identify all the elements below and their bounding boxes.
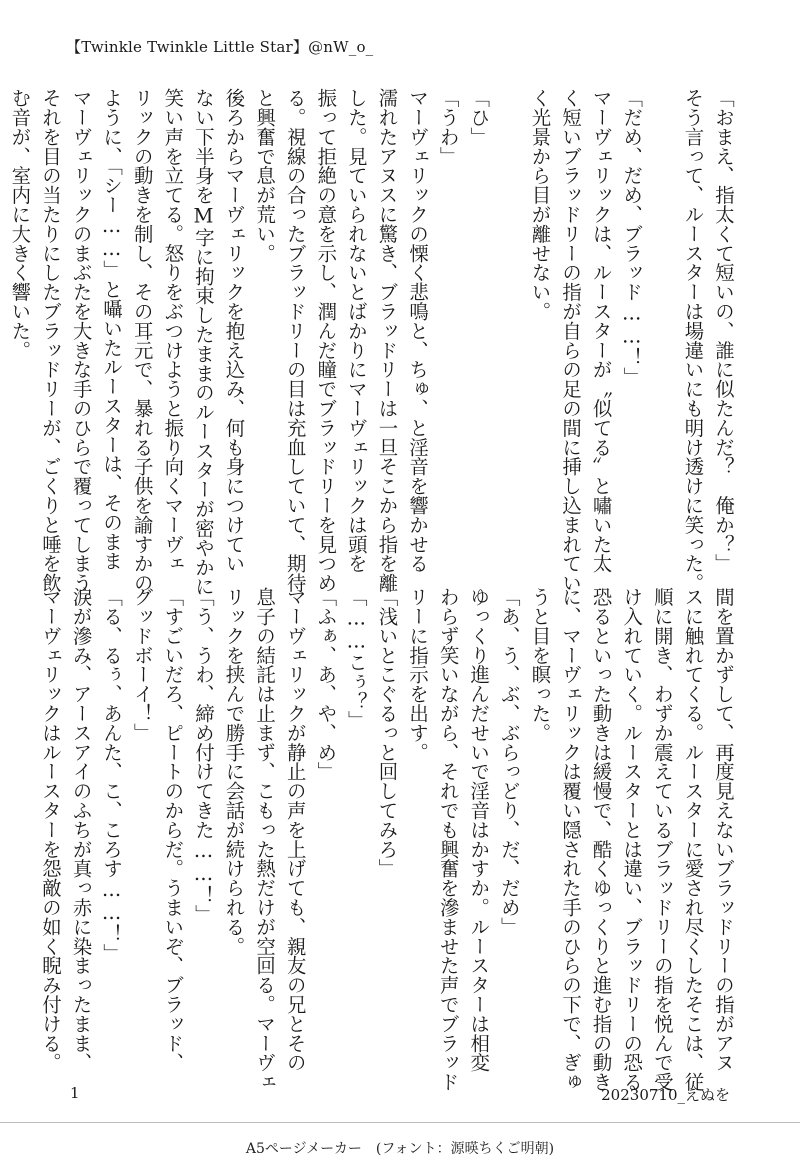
- text-line: 振って拒絶の意を示し、潤んだ瞳でブラッドリーを見つめ: [314, 88, 338, 593]
- text-line: うと目を瞑った。: [528, 587, 552, 743]
- text-line: 「……こぅ？」: [344, 587, 368, 730]
- text-line: 間を置かずして、再度見えないブラッドリーの指がアヌ: [712, 587, 735, 1072]
- text-line: 順に開き、わずか震えているブラッドリーの指を悦んで受: [650, 587, 674, 1092]
- text-line: リックを挟んで勝手に会話が続けられる。: [222, 587, 246, 956]
- text-line: マーヴェリックの慄く悲鳴と、ちゅ、と淫音を響かせる: [406, 88, 430, 573]
- text-block-upper: [8, 88, 738, 612]
- text-line: ゆっくり進んだせいで淫音はかすか。ルースターは相変: [467, 587, 491, 1072]
- text-line: 「ひ」: [467, 88, 491, 147]
- text-line: 「だめ、だめ、ブラッド……！」: [620, 88, 644, 387]
- text-line: グッドボーイ！」: [130, 587, 154, 743]
- text-line: 恐るといった動きは緩慢で、酷くゆっくりと進む指の動き: [589, 587, 613, 1092]
- text-line: 「ふぁ、あ、や、め」: [314, 587, 338, 781]
- text-line: マーヴェリックはルースターを怨敵の如く睨み付ける。: [38, 587, 62, 1072]
- text-line: [646, 88, 677, 550]
- text-line: わらず笑いながら、それでも興奮を滲ませた声でブラッド: [436, 587, 460, 1092]
- text-block-lower: [38, 587, 738, 1092]
- text-line: む音が、室内に大きく響いた。: [8, 88, 32, 360]
- text-line: 「る、るぅ、あんた、こ、ころす……！」: [100, 587, 124, 963]
- text-line: ように、「シー……」と囁いたルースターは、そのまま: [100, 88, 124, 571]
- text-line: スに触れてくる。ルースターに愛され尽くしたそこは、従: [681, 587, 705, 1092]
- text-line: [493, 88, 524, 550]
- text-line: リーに指示を出す。: [406, 587, 430, 762]
- text-line: マーヴェリックが静止の声を上げても、親友の兄とその: [283, 587, 307, 1072]
- text-line: した。見ていられないとばかりにマーヴェリックは頭を: [344, 88, 368, 573]
- text-line: と興奮で息が荒い。: [253, 88, 277, 263]
- text-line: 「おまえ、指太くて短いの、誰に似たんだ？ 俺か？」: [712, 88, 735, 573]
- text-line: に、マーヴェリックは覆い隠された手のひらの下で、ぎゅ: [559, 587, 583, 1092]
- text-line: く光景から目が離せない。: [528, 88, 552, 321]
- page-number: 1: [70, 1084, 80, 1102]
- text-line: る。視線の合ったブラッドリーの目は充血していて、期待: [283, 88, 307, 593]
- page-header-title: 【Twinkle Twinkle Little Star】@nW_o_: [66, 38, 374, 56]
- text-line: ない下半身をM字に拘束したままのルースターが密やかに: [191, 88, 215, 596]
- text-line: 笑い声を立てる。怒りをぶつけようと振り向くマーヴェ: [161, 88, 185, 573]
- footer-date-author: 20230710_えぬを: [601, 1086, 730, 1104]
- text-line: そう言って、ルースターは場違いにも明け透けに笑った。: [681, 88, 705, 593]
- text-line: 「浅いとこぐるっと回してみろ」: [375, 587, 399, 878]
- text-line: 息子の結託は止まず、こもった熱だけが空回る。マーヴェ: [253, 587, 277, 1092]
- text-line: け入れていく。ルースターとは違い、ブラッドリーの恐る: [620, 587, 644, 1092]
- text-line: 「すごいだろ、ピートのからだ。うまいぞ、ブラッド、: [161, 587, 185, 1072]
- text-line: 濡れたアヌスに驚き、ブラッドリーは一旦そこから指を離: [375, 88, 399, 593]
- text-line: 後ろからマーヴェリックを抱え込み、何も身につけてい: [222, 88, 246, 573]
- text-line: 「う、うわ、締め付けてきた……！」: [191, 587, 215, 924]
- text-line: 「うわ」: [436, 88, 460, 166]
- text-line: マーヴェリックは、ルースターが〝似てる〟と嘯いた太: [589, 88, 613, 573]
- text-line: く短いブラッドリーの指が自らの足の間に挿し込まれてい: [559, 88, 583, 593]
- caption-page-maker: A5ページメーカー (フォント：源暎ちくご明朝): [245, 1141, 555, 1157]
- text-line: それを目の当たりにしたブラッドリーが、ごくりと唾を飲: [38, 88, 62, 593]
- text-line: リックの動きを制し、その耳元で、暴れる子供を諭すかの: [130, 88, 154, 593]
- text-line: 「あ、う、ぶ、ぶらっどり、だ、だめ」: [497, 587, 521, 937]
- text-line: マーヴェリックのまぶたを大きな手のひらで覆ってしまう。: [69, 88, 93, 612]
- text-line: 涙が滲み、アースアイのふちが真っ赤に染まったまま、: [69, 587, 93, 1072]
